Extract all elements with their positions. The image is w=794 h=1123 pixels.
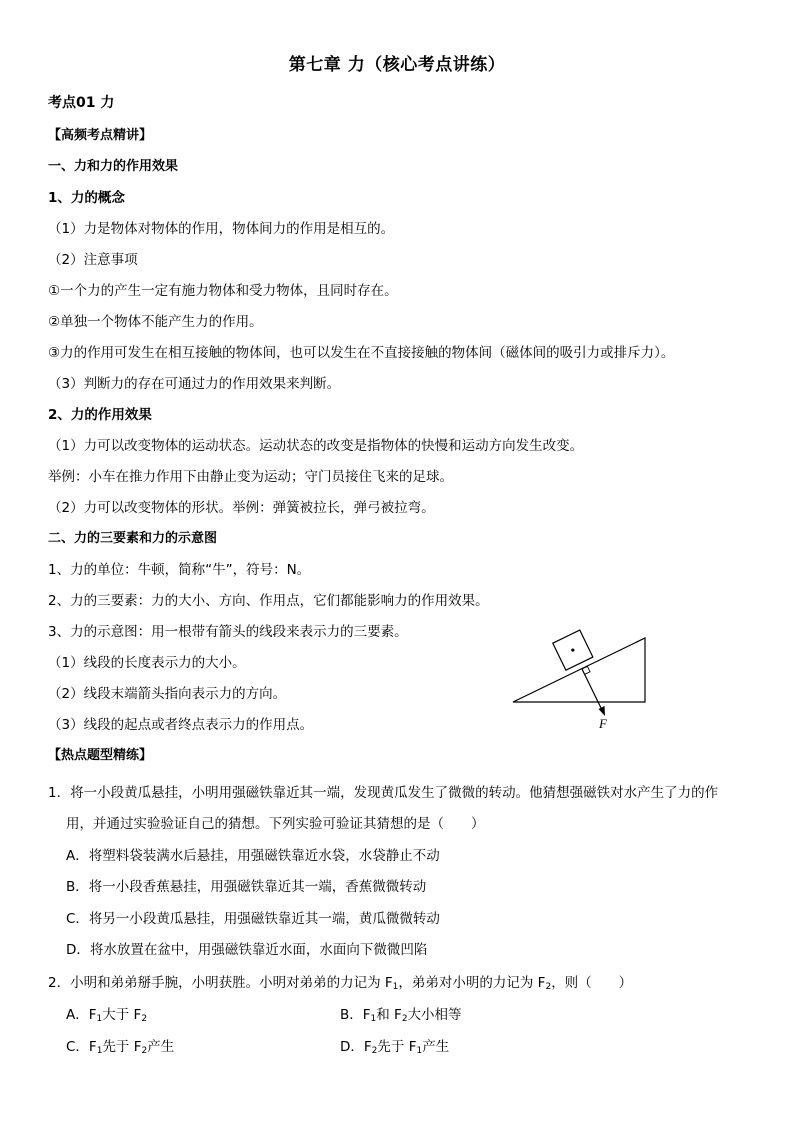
force-label: F [599,716,607,731]
concept-note-2: ②单独一个物体不能产生力的作用。 [48,314,263,330]
effect-point-2: （2）力可以改变物体的形状。举例：弹簧被拉长，弹弓被拉弯。 [48,500,435,516]
q1-option-c[interactable]: C．将另一小段黄瓜悬挂，用强磁铁靠近其一端，黄瓜微微转动 [66,911,440,927]
q2-option-c[interactable]: C．$F_1$先于 $F_2$产生 [66,1039,175,1056]
element-diagram: 3、力的示意图：用一根带有箭头的线段来表示力的三要素。 [48,624,408,640]
concept-point-1: （1）力是物体对物体的作用，物体间力的作用是相互的。 [48,221,395,237]
concept-note-3: ③力的作用可发生在相互接触的物体间，也可以发生在不直接接触的物体间（磁体间的吸引力或排斥力）。 [48,345,675,361]
section-heading: 考点01 力 [48,95,115,111]
q1-option-b[interactable]: B．将一小段香蕉悬挂，用强磁铁靠近其一端，香蕉微微转动 [66,879,427,895]
q1-option-d[interactable]: D．将水放置在盆中，用强磁铁靠近水面，水面向下微微凹陷 [66,942,428,958]
element-three: 2、力的三要素：力的大小、方向、作用点，它们都能影响力的作用效果。 [48,593,489,609]
tag-high-frequency: 【高频考点精讲】 [48,128,153,143]
element-item-3: （3）线段的起点或者终点表示力的作用点。 [48,717,314,733]
effect-heading: 2、力的作用效果 [48,407,152,423]
force-arrowhead [599,706,606,716]
incline-force-diagram [505,625,660,735]
force-arrow-line [582,669,602,710]
page-title: 第七章 力（核心考点讲练） [288,55,506,75]
q2-option-b[interactable]: B．$F_1$和 $F_2$大小相等 [340,1007,462,1024]
element-item-1: （1）线段的长度表示力的大小。 [48,655,246,671]
heading-three-elements: 二、力的三要素和力的示意图 [48,531,218,546]
q2-option-d[interactable]: D．$F_2$先于 $F_1$产生 [340,1039,450,1056]
concept-note-1: ①一个力的产生一定有施力物体和受力物体，且同时存在。 [48,283,398,299]
concept-heading: 1、力的概念 [48,190,125,206]
q2-stem: 2．小明和弟弟掰手腕，小明获胜。小明对弟弟的力记为 $F_1$，弟弟对小明的力记为 $F_2$，则（ ） [48,975,633,992]
q1-option-a[interactable]: A．将塑料袋装满水后悬挂，用强磁铁靠近水袋，水袋静止不动 [66,848,440,864]
q2-option-a[interactable]: A．$F_1$大于 $F_2$ [66,1007,148,1024]
element-item-2: （2）线段末端箭头指向表示力的方向。 [48,686,287,702]
concept-point-3: （3）判断力的存在可通过力的作用效果来判断。 [48,376,341,392]
effect-point-1: （1）力可以改变物体的运动状态。运动状态的改变是指物体的快慢和运动方向发生改变。 [48,438,584,454]
element-unit: 1、力的单位：牛顿，简称“牛”，符号：N。 [48,562,311,578]
q1-stem-line1: 1．将一小段黄瓜悬挂，小明用强磁铁靠近其一端，发现黄瓜发生了微微的转动。他猜想强磁铁对水产生了力的作 [48,785,719,801]
heading-force-effects: 一、力和力的作用效果 [48,159,179,174]
q1-stem-line2: 用，并通过实验验证自己的猜想。下列实验可验证其猜想的是（ ） [66,816,485,832]
effect-example: 举例：小车在推力作用下由静止变为运动；守门员接住飞来的足球。 [48,469,453,485]
tag-hot-questions: 【热点题型精练】 [48,748,153,763]
concept-point-2: （2）注意事项 [48,252,138,268]
